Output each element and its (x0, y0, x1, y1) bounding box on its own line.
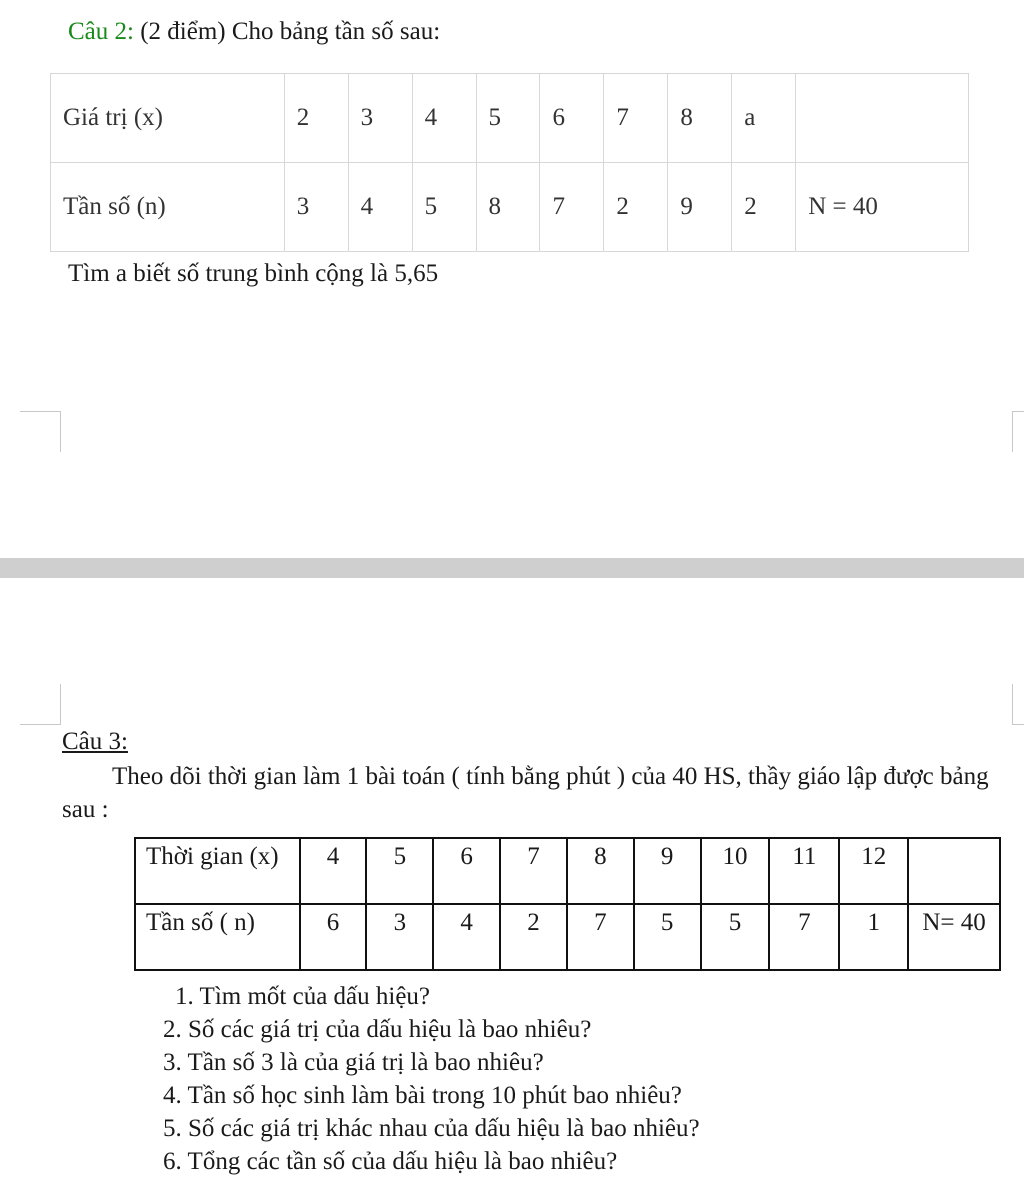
frequency-table-q2 (50, 73, 969, 252)
value-cell: 3 (348, 74, 412, 163)
time-cell: 8 (567, 838, 634, 904)
page-corner-marker (20, 411, 61, 452)
list-item: 1. Tìm mốt của dấu hiệu? (175, 983, 431, 1010)
value-cell: 8 (668, 74, 732, 163)
table-row-frequencies (135, 904, 1000, 970)
time-cell: 7 (500, 838, 567, 904)
value-cell: a (732, 74, 796, 163)
freq-cell: 5 (701, 904, 770, 970)
freq-cell: 5 (412, 163, 476, 252)
time-cell: 4 (300, 838, 367, 904)
value-header-cell: Giá trị (x) (51, 74, 285, 163)
freq-cell: 7 (769, 904, 839, 970)
value-cell: 4 (412, 74, 476, 163)
freq-cell: 2 (604, 163, 668, 252)
freq-cell: 1 (839, 904, 908, 970)
question-3-heading: Câu 3: (62, 728, 128, 755)
page-separator (0, 558, 1024, 578)
time-cell: 12 (839, 838, 908, 904)
page-corner-marker (1012, 411, 1024, 452)
freq-cell: 4 (433, 904, 500, 970)
question-2-task: Tìm a biết số trung bình cộng là 5,65 (68, 260, 439, 287)
table-row-times (135, 838, 1000, 904)
freq-cell: 9 (668, 163, 732, 252)
value-cell (796, 74, 969, 163)
freq-cell: 2 (732, 163, 796, 252)
question-2-heading (68, 18, 440, 46)
question-2-label: Câu 2: (68, 18, 134, 45)
page-corner-marker (20, 684, 61, 725)
freq-total-cell: N = 40 (796, 163, 969, 252)
freq-cell: 8 (476, 163, 540, 252)
time-cell: 11 (769, 838, 839, 904)
question-2-intro: (2 điểm) Cho bảng tần số sau: (133, 18, 441, 45)
page-corner-marker (1012, 684, 1024, 725)
value-cell: 2 (284, 74, 348, 163)
value-cell: 6 (540, 74, 604, 163)
time-frequency-table-q3 (134, 837, 1001, 971)
list-item: 4. Tần số học sinh làm bài trong 10 phút bao nhiêu? (163, 1082, 682, 1109)
question-3-paragraph: Theo dõi thời gian làm 1 bài toán ( tính bằng phút ) của 40 HS, thầy giáo lập được bảng sau : (62, 763, 989, 823)
table-row-frequencies (51, 163, 969, 252)
freq-cell: 3 (366, 904, 433, 970)
freq-cell: 2 (500, 904, 567, 970)
list-item: 3. Tần số 3 là của giá trị là bao nhiêu? (163, 1049, 544, 1076)
list-item: 2. Số các giá trị của dấu hiệu là bao nhiêu? (163, 1016, 592, 1043)
list-item: 5. Số các giá trị khác nhau của dấu hiệu là bao nhiêu? (163, 1115, 700, 1142)
table-row-values (51, 74, 969, 163)
freq-cell: 6 (300, 904, 367, 970)
time-header-cell: Thời gian (x) (135, 838, 300, 904)
freq-cell: 7 (567, 904, 634, 970)
list-item: 6. Tổng các tần số của dấu hiệu là bao nhiêu? (163, 1148, 618, 1175)
freq-cell: 5 (634, 904, 701, 970)
time-cell: 9 (634, 838, 701, 904)
freq-cell: 3 (284, 163, 348, 252)
freq-header-cell: Tần số (n) (51, 163, 285, 252)
time-cell: 5 (366, 838, 433, 904)
freq-header-cell: Tần số ( n) (135, 904, 300, 970)
freq-cell: 4 (348, 163, 412, 252)
time-cell: 6 (433, 838, 500, 904)
freq-total-cell: N= 40 (908, 904, 1000, 970)
time-cell (908, 838, 1000, 904)
value-cell: 5 (476, 74, 540, 163)
value-cell: 7 (604, 74, 668, 163)
freq-cell: 7 (540, 163, 604, 252)
time-cell: 10 (701, 838, 770, 904)
